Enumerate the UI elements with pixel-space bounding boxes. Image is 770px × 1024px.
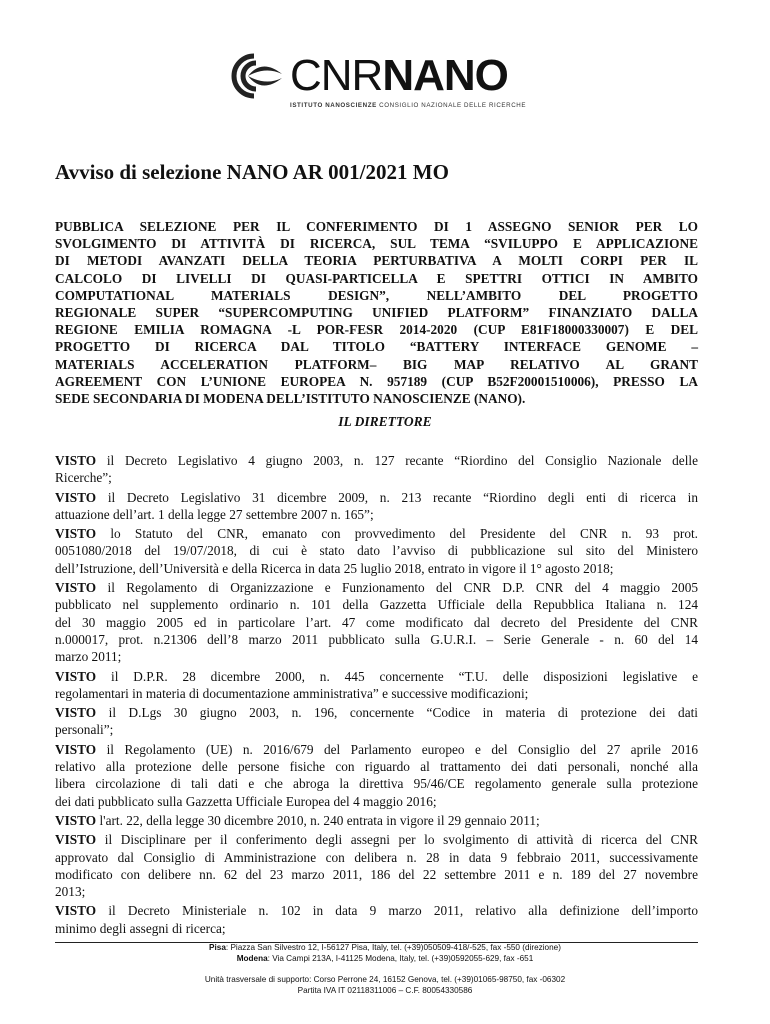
paragraph-line — [55, 525, 698, 542]
paragraph-line — [55, 452, 698, 469]
visto-label: VISTO — [55, 812, 97, 828]
paragraph-line — [55, 648, 698, 665]
visto-label: VISTO — [55, 832, 97, 848]
visto-label: VISTO — [55, 526, 97, 542]
paragraph-line — [55, 721, 698, 738]
paragraph-line — [55, 704, 698, 721]
paragraph-line — [55, 849, 698, 866]
paragraph-text: dei dati pubblicato sulla Gazzetta Ufficiale Europea del 4 maggio 2016; — [55, 793, 437, 809]
paragraph-text: pubblicato nel supplemento ordinario n. 101 della Gazzetta Ufficiale della Repubblica Italiana n. 124 — [55, 597, 698, 613]
cnr-logo-mark-icon — [226, 52, 288, 100]
paragraph-line — [55, 668, 698, 685]
page-footer — [0, 943, 770, 996]
subject-line: COMPUTATIONAL MATERIALS DESIGN”, NELL’AMBITO DEL PROGETTO — [55, 287, 698, 303]
document-title: Avviso di selezione NANO AR 001/2021 MO — [55, 160, 449, 184]
paragraph-line — [55, 793, 698, 810]
director-heading: IL DIRETTORE — [338, 414, 432, 429]
paragraph-line — [55, 812, 698, 829]
paragraph-text: relativo alla protezione delle persone fisiche con riguardo al trattamento dei dati personali, nonché alla — [55, 759, 698, 775]
footer-modena-label: Modena — [236, 953, 268, 963]
footer-vat: Partita IVA IT 02118311006 – C.F. 80054330586 — [297, 985, 473, 995]
subject-block — [55, 218, 698, 407]
paragraph-text: dell’Istruzione, dell’Università e della Ricerca in data 25 luglio 2018, entrato in vigore il 1° agosto 2018; — [55, 560, 614, 576]
paragraph-line — [55, 506, 698, 523]
logo-subtitle-bold: ISTITUTO NANOSCIENZE — [290, 102, 377, 109]
paragraph-text: il Decreto Legislativo 31 dicembre 2009, n. 213 recante “Riordino degli enti di ricerca in — [96, 489, 698, 505]
paragraph-line — [55, 866, 698, 883]
paragraph-text: regolamentari in materia di documentazione amministrativa” e successive modificazioni; — [55, 685, 529, 701]
paragraph-text: approvato dal Consiglio di Amministrazione con delibera n. 28 in data 9 febbraio 2011, successivamente — [55, 849, 698, 865]
cnr-nano-logo — [226, 52, 526, 114]
paragraph-text: marzo 2011; — [55, 649, 122, 665]
paragraph-line — [55, 920, 698, 937]
paragraph-line — [55, 469, 698, 486]
footer-modena-line — [0, 954, 770, 965]
paragraph-text: minimo degli assegni di ricerca; — [55, 920, 226, 936]
paragraph-line — [55, 775, 698, 792]
visto-paragraph — [55, 525, 698, 577]
paragraph-text: Ricerche”; — [55, 470, 112, 486]
logo-subtitle — [290, 102, 526, 109]
paragraph-text: il D.Lgs 30 giugno 2003, n. 196, concernente “Codice in materia di protezione dei dati — [96, 705, 698, 721]
footer-modena-text: : Via Campi 213A, I-41125 Modena, Italy, tel. (+39)0592055-629, fax -651 — [267, 953, 534, 963]
visto-label: VISTO — [55, 705, 97, 721]
paragraph-text: il Disciplinare per il conferimento degli assegni per lo svolgimento di attività di ricerca del CNR — [96, 832, 698, 848]
subject-line: PROGETTO DI RICERCA DAL TITOLO “BATTERY INTERFACE GENOME – — [55, 339, 698, 355]
subject-line: DI METODI AVANZATI DELLA TEORIA PERTURBATIVA A MOLTI CORPI PER IL — [55, 253, 698, 269]
paragraph-line — [55, 489, 698, 506]
subject-line: CALCOLO DI LIVELLI DI QUASI-PARTICELLA E SPETTRI OTTICI IN AMBITO — [55, 270, 698, 286]
subject-line: REGIONALE SUPER “SUPERCOMPUTING UNIFIED PLATFORM” FINANZIATO DALLA — [55, 305, 698, 321]
visto-label: VISTO — [55, 580, 97, 596]
subject-line: REGIONE EMILIA ROMAGNA -L POR-FESR 2014-2020 (CUP E81F18000330007) E DEL — [55, 322, 698, 338]
paragraph-line — [55, 596, 698, 613]
paragraph-text: libera circolazione di tali dati e che abroga la direttiva 95/46/CE regolamento generale sulla protezione — [55, 776, 698, 792]
visto-label: VISTO — [55, 903, 97, 919]
paragraph-text: 0051080/2018 del 19/07/2018, di cui è stato dato l’avviso di pubblicazione sul sito del Ministero — [55, 543, 698, 559]
visto-paragraph — [55, 812, 698, 829]
subject-line: SVOLGIMENTO DI ATTIVITÀ DI RICERCA, SUL TEMA “SVILUPPO E APPLICAZIONE — [55, 236, 698, 252]
paragraph-line — [55, 685, 698, 702]
subject-line: MATERIALS ACCELERATION PLATFORM– BIG MAP RELATIVO AL GRANT — [55, 356, 698, 372]
footer-support-unit: Unità trasversale di supporto: Corso Perrone 24, 16152 Genova, tel. (+39)01065-98750, fax -06302 — [204, 975, 566, 985]
paragraph-text: n.000017, prot. n.21306 dell’8 marzo 2011 pubblicato sulla G.U.R.I. – Serie Generale - n. 60 del 14 — [55, 631, 698, 647]
paragraph-text: lo Statuto del CNR, emanato con provvedimento del Presidente del CNR n. 93 prot. — [96, 526, 698, 542]
visto-paragraph — [55, 741, 698, 810]
subject-line: PUBBLICA SELEZIONE PER IL CONFERIMENTO DI 1 ASSEGNO SENIOR PER LO — [55, 219, 698, 234]
paragraph-line — [55, 560, 698, 577]
paragraph-line — [55, 741, 698, 758]
paragraph-text: personali”; — [55, 722, 114, 738]
paragraph-text: l'art. 22, della legge 30 dicembre 2010, n. 240 entrata in vigore il 29 gennaio 2011; — [96, 812, 540, 828]
paragraph-line — [55, 631, 698, 648]
logo-wordmark — [290, 52, 508, 100]
visto-label: VISTO — [55, 489, 97, 505]
subject-line: AGREEMENT CON L’UNIONE EUROPEA N. 957189 (CUP B52F20001510006), PRESSO LA — [55, 373, 698, 389]
logo-brand-bold: NANO — [382, 51, 508, 100]
visto-paragraph — [55, 831, 698, 900]
paragraph-text: il Regolamento (UE) n. 2016/679 del Parlamento europeo e del Consiglio del 27 aprile 2016 — [96, 741, 698, 757]
footer-pisa-text: : Piazza San Silvestro 12, I-56127 Pisa, Italy, tel. (+39)050509-418/-525, fax -550 (direzione) — [225, 943, 561, 952]
footer-pisa-line — [0, 943, 770, 954]
visto-label: VISTO — [55, 741, 97, 757]
paragraph-line — [55, 758, 698, 775]
paragraph-line — [55, 883, 698, 900]
visto-paragraph — [55, 668, 698, 703]
paragraph-line — [55, 614, 698, 631]
paragraph-text: il Decreto Legislativo 4 giugno 2003, n. 127 recante “Riordino del Consiglio Nazionale delle — [96, 453, 698, 468]
paragraph-line — [55, 542, 698, 559]
paragraph-line — [55, 831, 698, 848]
visto-paragraph — [55, 452, 698, 487]
document-body — [55, 452, 698, 939]
paragraph-line — [55, 579, 698, 596]
visto-label: VISTO — [55, 453, 97, 468]
visto-paragraph — [55, 579, 698, 665]
visto-paragraph — [55, 489, 698, 524]
paragraph-text: il Decreto Ministeriale n. 102 in data 9 marzo 2011, relativo alla definizione dell’importo — [96, 903, 698, 919]
logo-subtitle-rest: CONSIGLIO NAZIONALE DELLE RICERCHE — [379, 102, 527, 109]
footer-pisa-label: Pisa — [209, 943, 226, 952]
paragraph-text: 2013; — [55, 884, 86, 900]
paragraph-text: il D.P.R. 28 dicembre 2000, n. 445 concernente “T.U. delle disposizioni legislative e — [96, 668, 698, 684]
paragraph-line — [55, 902, 698, 919]
paragraph-text: del 30 maggio 2005 ed in particolare l’art. 47 come modificato dal decreto del Presidente del CNR — [55, 614, 698, 630]
paragraph-text: attuazione dell’art. 1 della legge 27 settembre 2007 n. 165”; — [55, 506, 374, 522]
visto-paragraph — [55, 704, 698, 739]
visto-label: VISTO — [55, 668, 97, 684]
visto-paragraph — [55, 902, 698, 937]
subject-line: SEDE SECONDARIA DI MODENA DELL’ISTITUTO NANOSCIENZE (NANO). — [55, 391, 526, 407]
logo-brand-thin: CNR — [290, 51, 383, 100]
paragraph-text: il Regolamento di Organizzazione e Funzionamento del CNR D.P. CNR del 4 maggio 2005 — [96, 580, 698, 596]
paragraph-text: modificato con delibere nn. 62 del 23 marzo 2011, 186 del 22 settembre 2011 e n. 189 del 27 novembre — [55, 866, 698, 882]
